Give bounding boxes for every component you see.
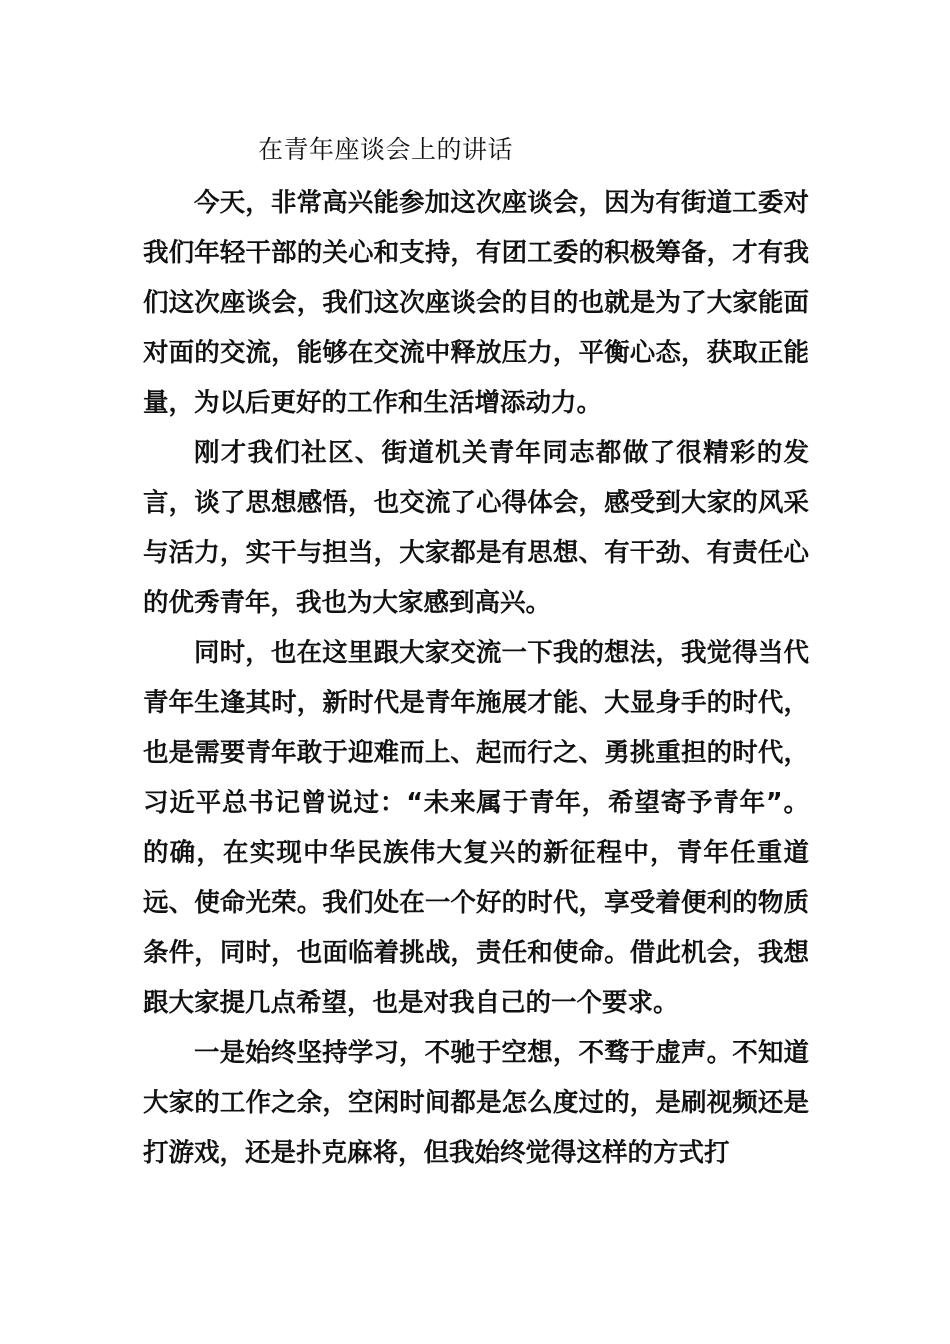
paragraph-first-point: 一是始终坚持学习，不驰于空想，不骛于虚声。不知道大家的工作之余，空闲时间都是怎么度过的，是刷视频还是打游戏，还是扑克麻将，但我始终觉得这样的方式打 — [143, 1038, 809, 1168]
document-body — [143, 178, 809, 1178]
paragraph-opening: 今天，非常高兴能参加这次座谈会，因为有街道工委对我们年轻干部的关心和支持，有团工委的积极筹备，才有我们这次座谈会，我们这次座谈会的目的也就是为了大家能面对面的交流，能够在交流中释放压力，平衡心态，获取正能量，为以后更好的工作和生活增添动力。 — [143, 188, 809, 418]
paragraph-speeches: 刚才我们社区、街道机关青年同志都做了很精彩的发言，谈了思想感悟，也交流了心得体会，感受到大家的风采与活力，实干与担当，大家都是有思想、有干劲、有责任心的优秀青年，我也为大家感到高兴。 — [143, 438, 809, 618]
document-title: 在青年座谈会上的讲话 — [258, 135, 514, 164]
paragraph-thoughts: 同时，也在这里跟大家交流一下我的想法，我觉得当代青年生逢其时，新时代是青年施展才能、大显身手的时代，也是需要青年敢于迎难而上、起而行之、勇挑重担的时代，习近平总书记曾说过：“未来属于青年，希望寄予青年”。 的确，在实现中华民族伟大复兴的新征程中，青年任重道远、使命光荣。我们处在一个好的时代，享受着便利的物质条件，同时，也面临着挑战，责任和使命。借此机会，我想跟大家提几点希望，也是对我自己的一个要求。 — [143, 638, 809, 1018]
